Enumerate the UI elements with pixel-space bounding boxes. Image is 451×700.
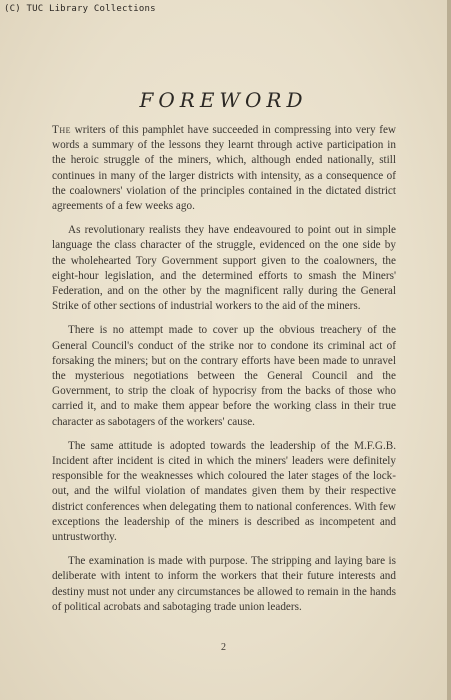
paragraph-1-text: writers of this pamphlet have succeeded in compressing into very few words a summary of the lessons they learnt through active participation in the heroic struggle of the miners, which, although ended nationally, still continues in many of the larger districts with intensity, as a consequence of the coalowners' violation of the principles contained in the dictated district agreements of a few weeks ago. <box>52 124 396 213</box>
paragraph-1-lead: The <box>52 124 71 136</box>
watermark: (C) TUC Library Collections <box>4 4 156 14</box>
foreword-body <box>52 123 396 624</box>
page-title: FOREWORD <box>139 88 308 112</box>
page-number: 2 <box>221 642 226 653</box>
paragraph-3: There is no attempt made to cover up the obvious treachery of the General Council's conduct of the strike nor to condone its criminal act of forsaking the miners; but on the contrary efforts have been made to unravel the mysterious negotiations between the General Council and the Government, to strip the cloak of hypocrisy from the backs of those who carried it, and to make them appear before the working class in their true character as sabotagers of the workers' cause. <box>52 324 396 428</box>
paragraph-2: As revolutionary realists they have endeavoured to point out in simple language the class character of the struggle, evidenced on the one side by the wholehearted Tory Government support given to the coalowners, the eight-hour legislation, and the determined efforts to smash the Miners' Federation, and on the other by the magnificent rally during the General Strike of other sections of industrial workers to the aid of the miners. <box>52 224 396 313</box>
paragraph-1 <box>52 123 396 214</box>
paragraph-4: The same attitude is adopted towards the leadership of the M.F.G.B. Incident after incident is cited in which the miners' leaders were definitely responsible for the weaknesses which coloured the later stages of the lock-out, and the wilful violation of mandates given them by their respective district conferences when delegating them to national conferences. With few exceptions the leadership of the miners is described as incompetent and untrustworthy. <box>52 439 396 544</box>
paragraph-5: The examination is made with purpose. The stripping and laying bare is deliberate with intent to inform the workers that their future interests and destiny must not under any circumstances be allowed to remain in the hands of political acrobats and sabotaging trade union leaders. <box>52 555 396 613</box>
